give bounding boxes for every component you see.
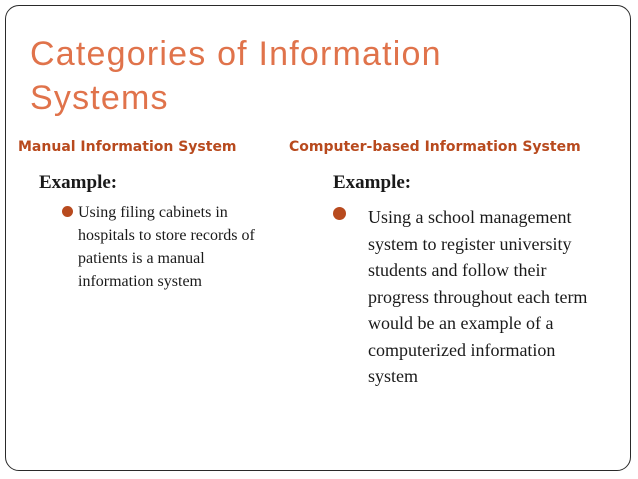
computer-example-label: Example: <box>333 172 412 193</box>
manual-system-heading: Manual Information System <box>18 139 237 155</box>
manual-example-bullet <box>62 201 282 293</box>
computer-system-heading: Computer-based Information System <box>289 139 581 155</box>
manual-example-text: Using filing cabinets in hospitals to store records of patients is a manual information system <box>78 204 255 290</box>
computer-example-text: Using a school management system to register university students and follow their progress throughout each term would be an example of a computerized information system <box>368 207 588 386</box>
bullet-dot-icon <box>62 206 73 217</box>
slide-title: Categories of Information Systems <box>30 35 442 117</box>
bullet-dot-icon <box>333 207 346 220</box>
manual-example-label: Example: <box>39 172 118 193</box>
